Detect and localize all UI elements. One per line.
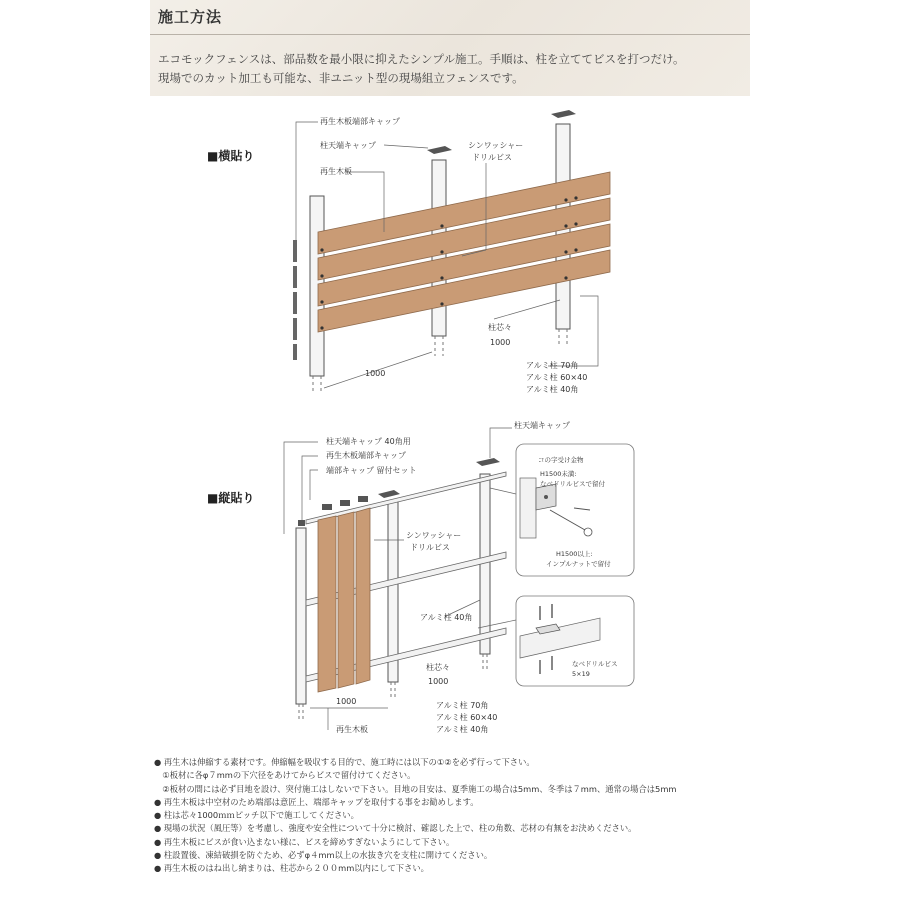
v-label-post-40: アルミ柱 40角 (420, 613, 473, 622)
note-item: ● 柱は芯々1000ｍｍピッチ以下で施工してください。 (154, 810, 359, 821)
v-label-pitch: 柱芯々 (426, 663, 450, 672)
detail-under-1500-text: なべドリルビスで留付 (540, 480, 605, 488)
note-item: ● 再生木板は中空材のため端部は意匠上、端部キャップを取付する事をお勧めします。 (154, 796, 479, 807)
note-item: ● 再生木板にビスが食い込まない様に、ビスを締めすぎないようにして下さい。 (154, 836, 455, 847)
v-board-2 (338, 512, 354, 688)
v-label-end-cap-set: 端部キャップ 留付セット (326, 466, 417, 475)
v-post-left (296, 528, 306, 704)
note-item: ● 再生木板のはね出し納まりは、柱芯から２００mm以内にして下さい。 (154, 863, 429, 874)
detail-over-1500-title: H1500以上: (556, 550, 593, 558)
section-label-horizontal: ■横貼り (207, 149, 255, 163)
v-label-span: 1000 (336, 697, 357, 706)
v-label-post-top-cap: 柱天端キャップ (514, 421, 570, 430)
v-label-pitch-value: 1000 (428, 677, 449, 686)
label-span: 1000 (365, 369, 386, 378)
detail-under-1500-title: H1500未満: (540, 470, 577, 478)
v-label-post-40b: アルミ柱 40角 (436, 725, 489, 734)
detail-screw-size: 5×19 (572, 670, 590, 678)
page-title: 施工方法 (158, 8, 223, 26)
vertical-boards (318, 508, 370, 692)
v-board-1 (318, 516, 336, 692)
label-board: 再生木板 (320, 167, 352, 176)
note-item: ● 再生木は伸縮する素材です。伸縮幅を吸収する目的で、施工時には以下の①②を必ず行って下さい。 (154, 757, 535, 767)
section-label-vertical: ■縦貼り (207, 491, 255, 505)
v-board-3 (356, 508, 370, 684)
v-label-washer-screw-1: シンワッシャー (406, 531, 462, 540)
label-post-60x40: アルミ柱 60×40 (526, 373, 588, 382)
label-post-40: アルミ柱 40角 (526, 385, 579, 394)
v-label-post-70: アルミ柱 70角 (436, 701, 489, 710)
label-post-70: アルミ柱 70角 (526, 361, 579, 370)
note-item: ● 柱設置後、凍結破損を防ぐため、必ずφ４mm以上の水抜き穴を支柱に開けてください。 (154, 850, 493, 861)
detail-over-1500-text: インプルナットで留付 (546, 560, 611, 568)
note-item: ①板材に各φ７mmの下穴径をあけてからビスで留付けてください。 (154, 770, 416, 781)
detail-screw-label: なべドリルビス (572, 660, 618, 668)
label-board-end-cap: 再生木板端部キャップ (320, 117, 400, 126)
label-washer-screw-2: ドリルビス (472, 153, 512, 162)
label-pitch: 柱芯々 (488, 323, 512, 332)
label-post-top-cap: 柱天端キャップ (320, 141, 376, 150)
v-label-board: 再生木板 (336, 725, 368, 734)
note-item: ● 現場の状況（風圧等）を考慮し、強度や安全性について十分に検討、確認した上で、柱の角数、芯材の有無をお決めください。 (154, 823, 637, 834)
label-pitch-value: 1000 (490, 338, 511, 347)
v-label-board-end-cap: 再生木板端部キャップ (326, 451, 406, 460)
v-label-post-60x40: アルミ柱 60×40 (436, 713, 498, 722)
v-label-washer-screw-2: ドリルビス (410, 543, 450, 552)
v-label-post-top-cap-40: 柱天端キャップ 40角用 (326, 437, 411, 446)
note-item: ②板材の間には必ず目地を設け、突付施工はしないで下さい。目地の目安は、夏季施工の場合は5mm、冬季は７mm、通常の場合は5mm (154, 783, 677, 794)
intro-line-1: エコモックフェンスは、部品数を最小限に抑えたシンプル施工。手順は、柱を立ててビスを打つだけ。 (158, 52, 685, 66)
notes-list (154, 756, 744, 876)
detail-bracket-label: コの字受け金物 (538, 456, 584, 464)
intro-line-2: 現場でのカット加工も可能な、非ユニット型の現場組立フェンスです。 (158, 71, 524, 85)
label-washer-screw-1: シンワッシャー (468, 141, 524, 150)
